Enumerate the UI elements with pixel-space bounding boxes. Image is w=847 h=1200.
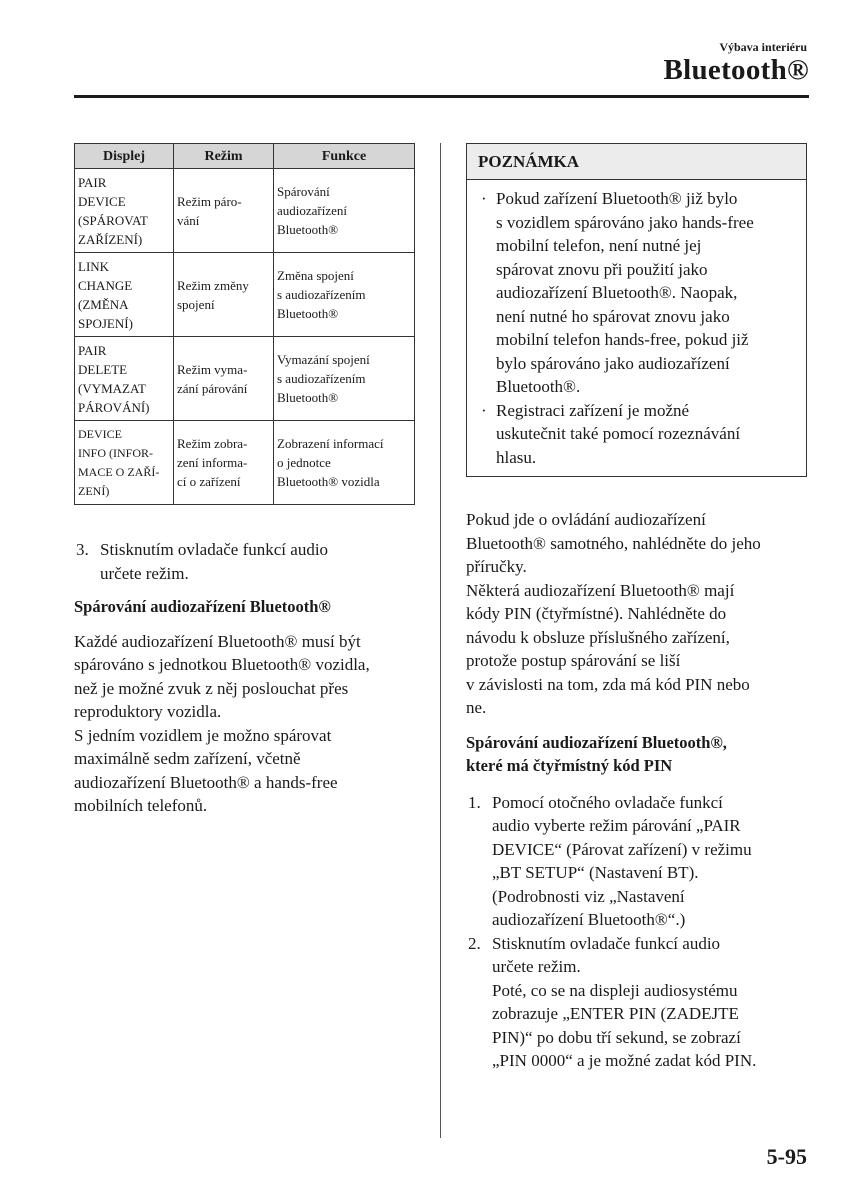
- table-cell-display: DEVICE INFO (INFOR- MACE O ZAŘÍ- ZENÍ): [75, 421, 174, 505]
- table-row: [75, 421, 415, 505]
- table-cell-mode: Režim zobra- zení informa- cí o zařízení: [174, 421, 274, 505]
- table-header-display: Displej: [75, 144, 174, 169]
- step-3: 3. Stisknutím ovladače funkcí audio určete režim.: [76, 540, 329, 583]
- pairing-paragraph-2: S jedním vozidlem je možno spárovat maximálně sedm zařízení, včetně audiozařízení Bluetooth® a hands-free mobilních telefonů.: [74, 725, 338, 815]
- title-rule: [74, 95, 809, 98]
- step-number: 3.: [76, 540, 89, 559]
- step-1: 1. Pomocí otočného ovladače funkcí audio vyberte režim párování „PAIR DEVICE“ (Párovat zařízení) v režimu „BT SETUP“ (Nastavení BT). (Podrobnosti viz „Nastavení audiozařízení Bluetooth®“.): [468, 792, 752, 929]
- table-cell-display: PAIR DELETE (VYMAZAT PÁROVÁNÍ): [75, 337, 174, 421]
- table-cell-mode: Režim páro- vání: [174, 169, 274, 253]
- step-number: 2.: [468, 933, 481, 953]
- bullet-dot: ·: [481, 189, 487, 208]
- table-cell-function: Spárování audiozařízení Bluetooth®: [274, 169, 415, 253]
- pairing-paragraph-1: Každé audiozařízení Bluetooth® musí být spárováno s jednotkou Bluetooth® vozidla, než je možné zvuk z něj poslouchat přes reproduktory vozidla.: [74, 631, 370, 721]
- note-box: [466, 143, 807, 477]
- page-number: 5-95: [766, 1144, 807, 1169]
- pairing-heading: Spárování audiozařízení Bluetooth®: [74, 597, 331, 616]
- step-number: 1.: [468, 792, 481, 812]
- pin-info-paragraph: Některá audiozařízení Bluetooth® mají kódy PIN (čtyřmístné). Nahlédněte do návodu k obsluze příslušného zařízení, protože postup spárování se liší v závislosti na tom, zda má kód PIN nebo ne.: [466, 580, 750, 717]
- table-header-row: [75, 144, 415, 169]
- left-column: [74, 143, 414, 818]
- table-row: [75, 169, 415, 253]
- table-cell-function: Změna spojení s audiozařízením Bluetooth®: [274, 253, 415, 337]
- note-body: [467, 180, 806, 476]
- pin-pairing-heading: Spárování audiozařízení Bluetooth®, které má čtyřmístný kód PIN: [466, 732, 727, 775]
- step-2: 2. Stisknutím ovladače funkcí audio určete režim. Poté, co se na displeji audiosystému zobrazuje „ENTER PIN (ZADEJTE PIN)“ po dobu tří sekund, se zobrazí „PIN 0000“ a je možné zadat kód PIN.: [468, 933, 757, 1070]
- table-cell-display: LINK CHANGE (ZMĚNA SPOJENÍ): [75, 253, 174, 337]
- table-header-mode: Režim: [174, 144, 274, 169]
- table-cell-display: PAIR DEVICE (SPÁROVAT ZAŘÍZENÍ): [75, 169, 174, 253]
- table-header-function: Funkce: [274, 144, 415, 169]
- note-bullet: · Registraci zařízení je možné uskutečnit také pomocí rozeznávání hlasu.: [481, 400, 741, 467]
- page-title: Bluetooth®: [663, 54, 809, 86]
- table-cell-function: Vymazání spojení s audiozařízením Bluetooth®: [274, 337, 415, 421]
- table-cell-mode: Režim změny spojení: [174, 253, 274, 337]
- table-row: [75, 337, 415, 421]
- modes-table: [74, 143, 415, 505]
- note-title: POZNÁMKA: [467, 144, 806, 180]
- bullet-dot: ·: [481, 400, 487, 420]
- section-label: Výbava interiéru: [719, 40, 807, 54]
- column-divider: [440, 143, 441, 1138]
- note-bullet: · Pokud zařízení Bluetooth® již bylo s vozidlem spárováno jako hands-free mobilní telefon, není nutné jej spárovat znovu při použití jako audiozařízení Bluetooth®. Naopak, není nutné ho spárovat znovu jako mobilní telefon hands-free, pokud již bylo spárováno jako audiozařízení Bluetooth®.: [481, 189, 754, 396]
- table-cell-mode: Režim vyma- zání párování: [174, 337, 274, 421]
- table-row: [75, 253, 415, 337]
- table-cell-function: Zobrazení informací o jednotce Bluetooth® vozidla: [274, 421, 415, 505]
- manual-reference-paragraph: Pokud jde o ovládání audiozařízení Bluetooth® samotného, nahlédněte do jeho příručky.: [466, 510, 761, 576]
- right-column: [466, 143, 811, 1073]
